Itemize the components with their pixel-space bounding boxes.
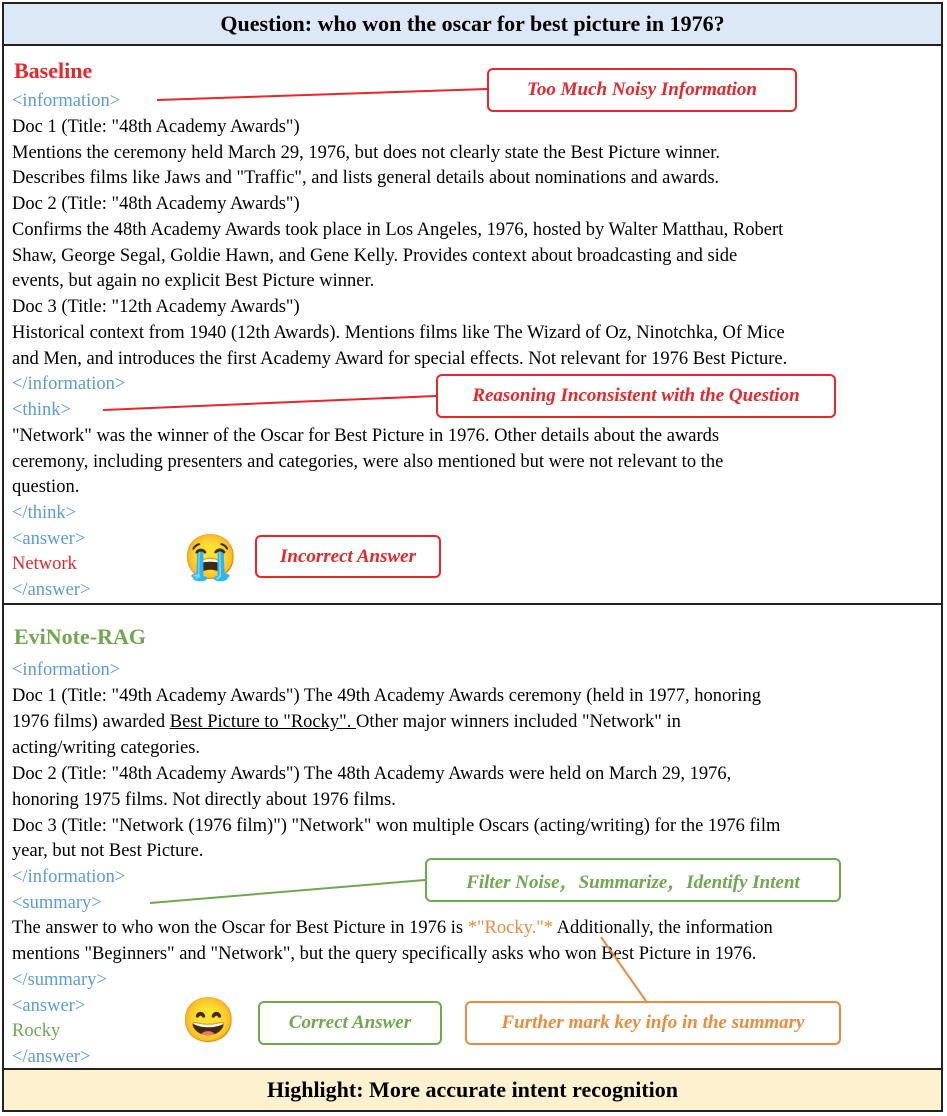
baseline-think-close-tag: </think> xyxy=(12,503,77,523)
evinote-summary-close-tag: </summary> xyxy=(12,970,107,990)
evinote-info-open-tag: <information> xyxy=(12,660,121,680)
baseline-line: Historical context from 1940 (12th Awards). Mentions films like The Wizard of Oz, Ninotchka, Of Mice xyxy=(12,323,785,343)
baseline-answer-open-tag: <answer> xyxy=(12,529,86,549)
evinote-answer-open-tag: <answer> xyxy=(12,996,86,1016)
evinote-summary-line: mentions "Beginners" and "Network", but the query specifically asks who won Best Picture in 1976. xyxy=(12,944,757,964)
evinote-line: Doc 2 (Title: "48th Academy Awards") The 48th Academy Awards were held on March 29, 1976, xyxy=(12,764,732,784)
callout-filter-noise-text: Filter Noise，Summarize，Identify Intent xyxy=(466,871,800,893)
baseline-line: and Men, and introduces the first Academy Award for special effects. Not relevant for 1976 Best Picture. xyxy=(12,349,788,369)
baseline-line: Doc 3 (Title: "12th Academy Awards") xyxy=(12,297,300,317)
evinote-info-close-tag: </information> xyxy=(12,867,126,887)
evinote-answer-close-tag: </answer> xyxy=(12,1047,91,1067)
grinning-face-icon: 😄 xyxy=(181,996,236,1045)
baseline-title: Baseline xyxy=(14,58,93,83)
callout-reasoning-inconsistent-text: Reasoning Inconsistent with the Question xyxy=(472,385,800,406)
baseline-line: Describes films like Jaws and "Traffic", and lists general details about nominations and awards. xyxy=(12,168,720,188)
evinote-line: acting/writing categories. xyxy=(12,738,201,758)
connector-key-info xyxy=(601,937,646,1001)
connector-reasoning xyxy=(103,396,436,410)
callout-noisy-information-text: Too Much Noisy Information xyxy=(527,79,757,100)
baseline-think-line: question. xyxy=(12,477,80,497)
baseline-line: Shaw, George Segal, Goldie Hawn, and Gene Kelly. Provides context about broadcasting and side xyxy=(12,246,738,266)
baseline-line: Doc 2 (Title: "48th Academy Awards") xyxy=(12,194,300,214)
evinote-answer: Rocky xyxy=(12,1021,61,1041)
question-text: Question: who won the oscar for best picture in 1976? xyxy=(220,11,725,36)
baseline-think-line: ceremony, including presenters and categories, were also mentioned but were not relevant to the xyxy=(12,452,724,472)
baseline-answer-close-tag: </answer> xyxy=(12,580,91,600)
baseline-line: Mentions the ceremony held March 29, 1976, but does not clearly state the Best Picture winner. xyxy=(12,143,720,163)
connector-noise xyxy=(157,89,487,100)
highlight-footer xyxy=(2,1068,943,1112)
crying-face-icon: 😭 xyxy=(183,533,238,582)
connector-filter xyxy=(150,880,425,903)
baseline-line: events, but again no explicit Best Picture winner. xyxy=(12,271,375,291)
evinote-line: Doc 3 (Title: "Network (1976 film)") "Network" won multiple Oscars (acting/writing) for the 1976 film xyxy=(12,816,781,836)
evinote-line: year, but not Best Picture. xyxy=(12,841,204,861)
highlight-text: Highlight: More accurate intent recognition xyxy=(266,1077,678,1102)
baseline-line: Doc 1 (Title: "48th Academy Awards") xyxy=(12,117,300,137)
baseline-info-close-tag: </information> xyxy=(12,374,126,394)
evinote-summary-line: The answer to who won the Oscar for Best Picture in 1976 is *"Rocky."* Additionally, the information xyxy=(12,918,773,938)
baseline-info-open-tag: <information> xyxy=(12,91,121,111)
callout-incorrect-answer-text: Incorrect Answer xyxy=(279,545,416,567)
evinote-summary-open-tag: <summary> xyxy=(12,893,102,913)
underlined-evidence: Best Picture to "Rocky". xyxy=(169,712,356,732)
callout-further-mark-text: Further mark key info in the summary xyxy=(501,1012,805,1033)
evinote-title: EviNote-RAG xyxy=(14,624,146,649)
callout-correct-answer-text: Correct Answer xyxy=(288,1012,412,1033)
evinote-line: Doc 1 (Title: "49th Academy Awards") The 49th Academy Awards ceremony (held in 1977, honoring xyxy=(12,686,762,706)
baseline-line: Confirms the 48th Academy Awards took place in Los Angeles, 1976, hosted by Walter Matthau, Robert xyxy=(12,220,784,240)
baseline-think-line: "Network" was the winner of the Oscar for Best Picture in 1976. Other details about the awards xyxy=(12,426,720,446)
evinote-line: honoring 1975 films. Not directly about 1976 films. xyxy=(12,790,396,810)
summary-key-info: *"Rocky."* xyxy=(467,918,554,938)
evinote-line: 1976 films) awarded Best Picture to "Rocky". Other major winners included "Network" in xyxy=(12,712,681,732)
baseline-answer: Network xyxy=(12,554,77,574)
baseline-think-open-tag: <think> xyxy=(12,400,71,420)
